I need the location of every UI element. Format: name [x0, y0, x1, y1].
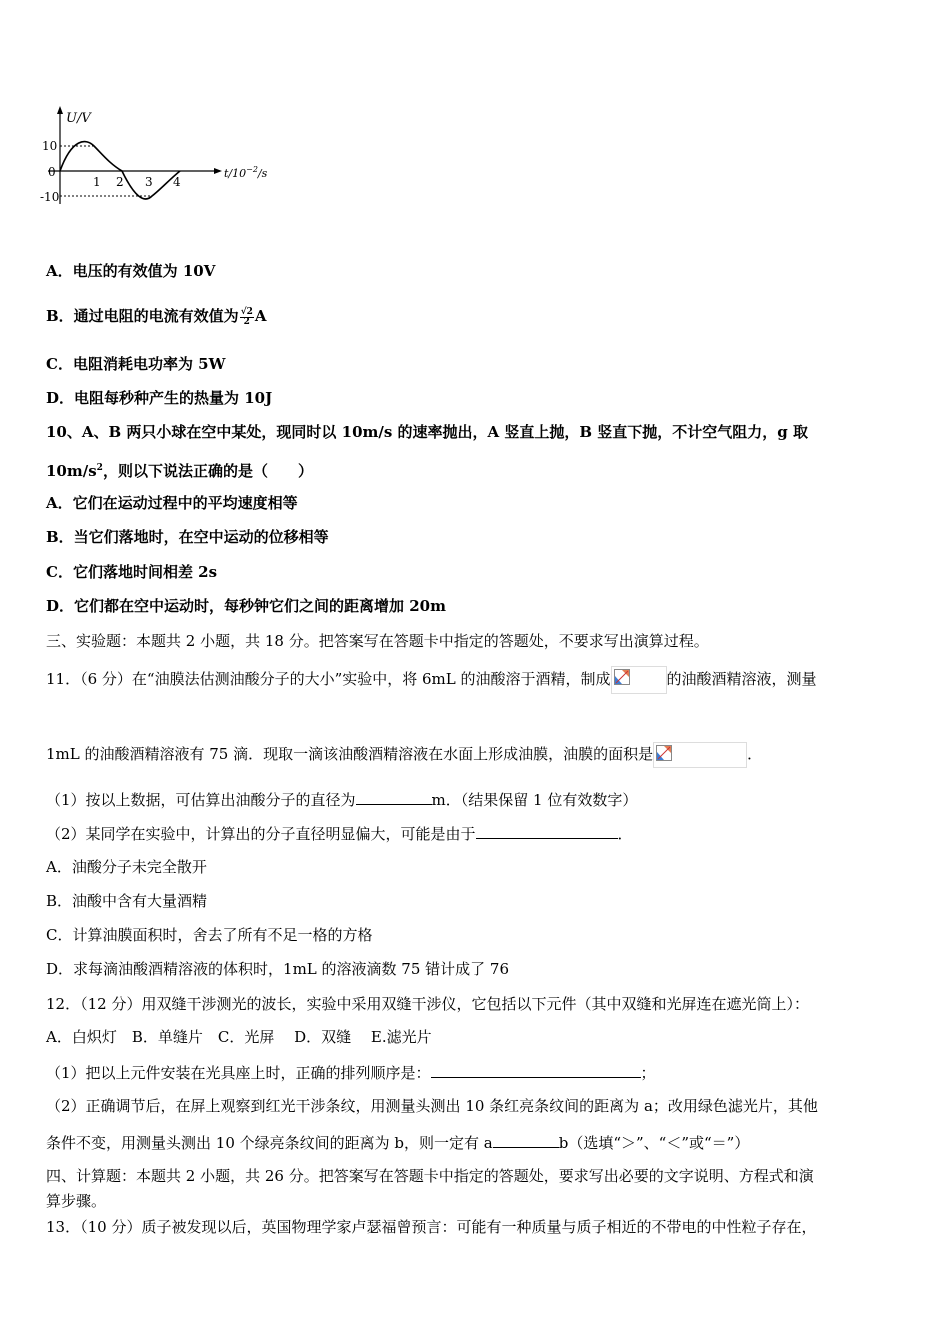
- answer-blank[interactable]: [356, 789, 432, 805]
- q10-option-a: A．它们在运动过程中的平均速度相等: [46, 494, 298, 512]
- q11-option-c: C．计算油膜面积时，舍去了所有不足一格的方格: [46, 926, 373, 944]
- q10-option-d: D．它们都在空中运动时，每秒钟它们之间的距离增加 20m: [46, 597, 446, 615]
- section-4-heading-line1: 四、计算题：本题共 2 小题，共 26 分。把答案写在答题卡中指定的答题处，要求写出必要的文字说明、方程式和演: [46, 1167, 814, 1185]
- broken-image-icon: [611, 666, 667, 694]
- section-4-heading-line2: 算步骤。: [46, 1192, 107, 1210]
- q11-stem-line2: 1mL 的油酸酒精溶液有 75 滴．现取一滴该油酸酒精溶液在水面上形成油膜，油膜的面积是 ．: [46, 742, 762, 768]
- q10-stem-line2: $10m/s^2$，则以下说法正确的是（ ）: [46, 462, 313, 480]
- broken-image-icon: [653, 742, 747, 768]
- fraction: $\frac{√2}{2}$: [240, 306, 253, 327]
- y-axis-arrow: [57, 106, 63, 114]
- q9-option-c: C．电阻消耗电功率为 5W: [46, 355, 226, 373]
- sine-wave: [60, 142, 180, 199]
- y-tick-10: 10: [42, 139, 58, 153]
- x-axis-label: $t/10^{-2}/s$: [224, 165, 268, 180]
- q10-option-b: B．当它们落地时，在空中运动的位移相等: [46, 528, 329, 546]
- section-3-heading: 三、实验题：本题共 2 小题，共 18 分。把答案写在答题卡中指定的答题处，不要求写出演算过程。: [46, 632, 709, 650]
- answer-blank[interactable]: [431, 1062, 641, 1078]
- q11-option-a: A．油酸分子未完全散开: [46, 858, 207, 876]
- answer-blank[interactable]: [476, 823, 618, 839]
- y-tick-neg10: -10: [40, 190, 60, 204]
- q11-stem-line1: 11．（6 分）在“油膜法估测油酸分子的大小”实验中，将 6mL 的油酸溶于酒精，制成 的油酸酒精溶液，测量: [46, 666, 817, 694]
- q9-option-d: D．电阻每秒种产生的热量为 10J: [46, 389, 273, 407]
- y-axis-label: U/V: [66, 111, 91, 126]
- q9-option-b: B．通过电阻的电流有效值为 $\frac{√2}{2}$ A: [46, 306, 267, 327]
- q10-stem-line1: 10、A、B 两只小球在空中某处，现同时以 10m/s 的速率抛出，A 竖直上抛，B 竖直下抛，不计空气阻力，g 取: [46, 423, 809, 441]
- q12-sub1: （1）把以上元件安装在光具座上时，正确的排列顺序是： ；: [46, 1064, 656, 1082]
- voltage-time-graph: [40, 104, 280, 214]
- x-tick-2: 2: [116, 175, 124, 189]
- q11-sub1: （1）按以上数据，可估算出油酸分子的直径为 m．（结果保留 1 位有效数字）: [46, 791, 638, 809]
- q13-stem-line1: 13．（10 分）质子被发现以后，英国物理学家卢瑟福曾预言：可能有一种质量与质子相近的不带电的中性粒子存在，: [46, 1218, 817, 1236]
- q12-sub2-line1: （2）正确调节后，在屏上观察到红光干涉条纹，用测量头测出 10 条红亮条纹间的距离为 a；改用绿色滤光片，其他: [46, 1097, 818, 1115]
- q11-sub2: （2）某同学在实验中，计算出的分子直径明显偏大，可能是由于 ．: [46, 825, 633, 843]
- x-axis-arrow: [214, 168, 222, 174]
- q12-sub2-line2: 条件不变，用测量头测出 10 个绿亮条纹间的距离为 b，则一定有 a b（选填“＞”、“＜”或“＝”）: [46, 1134, 750, 1152]
- x-tick-1: 1: [93, 175, 101, 189]
- q12-options: A．白炽灯 B．单缝片 C．光屏 D．双缝 E.滤光片: [46, 1028, 432, 1046]
- q11-option-d: D．求每滴油酸酒精溶液的体积时，1mL 的溶液滴数 75 错计成了 76: [46, 960, 510, 978]
- y-tick-0: 0: [48, 165, 56, 179]
- x-tick-3: 3: [145, 175, 153, 189]
- x-tick-4: 4: [173, 175, 181, 189]
- q9-option-a: A．电压的有效值为 10V: [46, 262, 216, 280]
- q11-option-b: B．油酸中含有大量酒精: [46, 892, 208, 910]
- q10-option-c: C．它们落地时间相差 2s: [46, 563, 218, 581]
- q12-stem: 12．（12 分）用双缝干涉测光的波长，实验中采用双缝干涉仪，它包括以下元件（其中双缝和光屏连在遮光筒上）：: [46, 995, 809, 1013]
- answer-blank[interactable]: [493, 1132, 559, 1148]
